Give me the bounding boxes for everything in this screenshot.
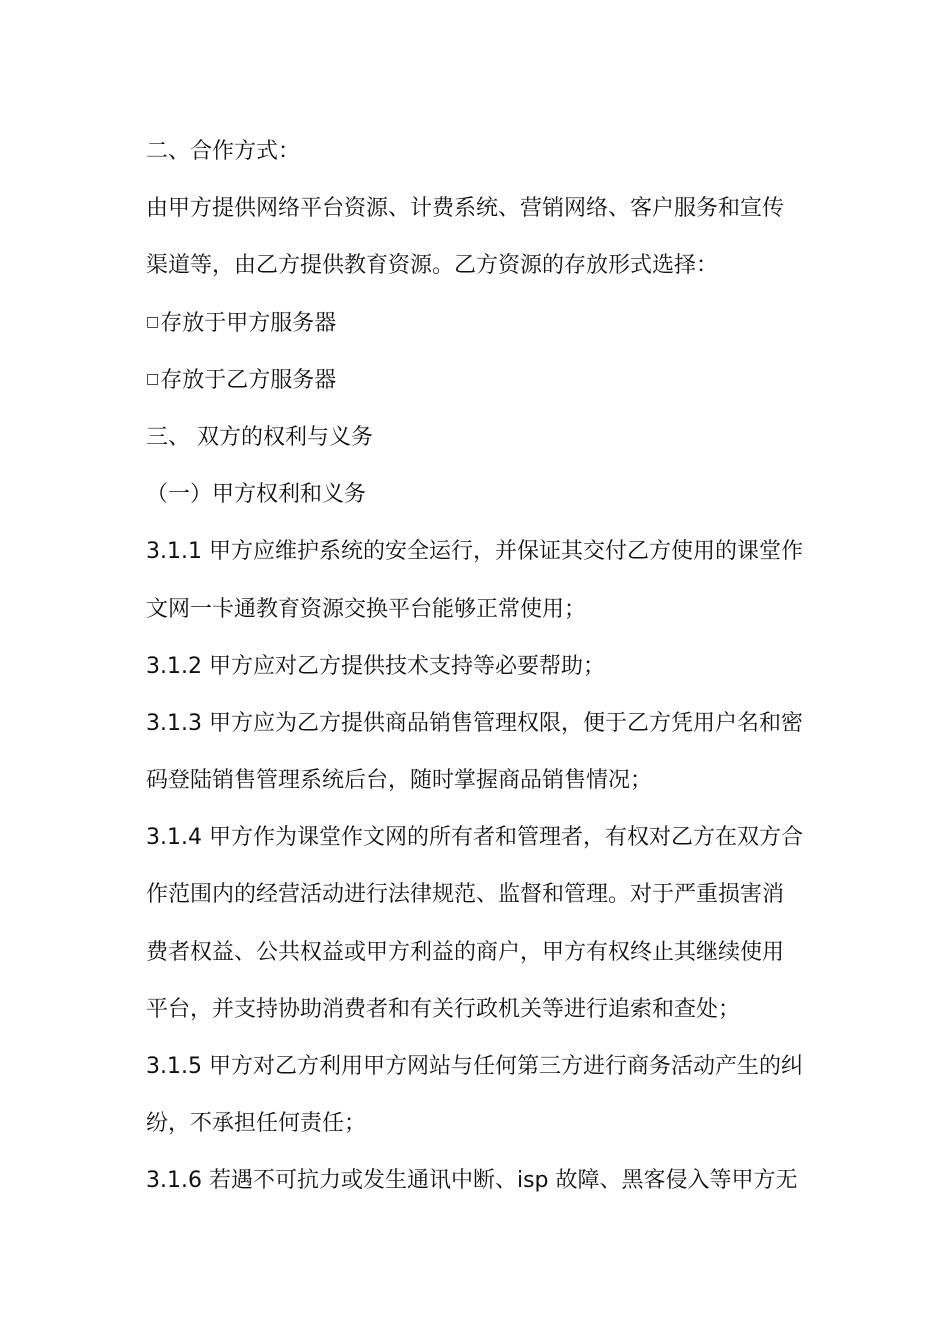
option-server-b — [146, 357, 806, 414]
checkbox-icon: □ — [146, 313, 160, 330]
checkbox-icon: □ — [146, 370, 160, 387]
paragraph-line: 平台，并支持协助消费者和有关行政机关等进行追索和查处； — [146, 996, 741, 1022]
subsection-heading-party-a: （一）甲方权利和义务 — [146, 482, 367, 508]
clause-3-1-3: 3.1.3 甲方应为乙方提供商品销售管理权限，便于乙方凭用户名和密 — [146, 710, 803, 736]
document-body — [146, 128, 806, 1215]
paragraph-line: 文网一卡通教育资源交换平台能够正常使用； — [146, 596, 587, 622]
clause-3-1-5: 3.1.5 甲方对乙方利用甲方网站与任何第三方进行商务活动产生的纠 — [146, 1054, 803, 1079]
paragraph-line: 渠道等，由乙方提供教育资源。乙方资源的存放形式选择： — [146, 253, 719, 279]
section-heading-rights: 三、 双方的权利与义务 — [146, 424, 373, 450]
option-label: 存放于甲方服务器 — [160, 310, 337, 336]
section-heading-cooperation: 二、合作方式： — [146, 139, 301, 164]
paragraph-line: 纷，不承担任何责任； — [146, 1111, 367, 1137]
clause-3-1-4: 3.1.4 甲方作为课堂作文网的所有者和管理者，有权对乙方在双方合 — [146, 825, 803, 851]
clause-3-1-6: 3.1.6 若遇不可抗力或发生通讯中断、isp 故障、黑客侵入等甲方无 — [146, 1168, 798, 1194]
paragraph-line: 作范围内的经营活动进行法律规范、监督和管理。对于严重损害消 — [146, 882, 785, 908]
paragraph-line: 费者权益、公共权益或甲方利益的商户，甲方有权终止其继续使用 — [146, 939, 785, 965]
option-server-a — [146, 300, 806, 357]
clause-3-1-1: 3.1.1 甲方应维护系统的安全运行，并保证其交付乙方使用的课堂作 — [146, 539, 803, 565]
option-label: 存放于乙方服务器 — [160, 367, 337, 393]
clause-3-1-2: 3.1.2 甲方应对乙方提供技术支持等必要帮助； — [146, 653, 605, 679]
paragraph-line: 码登陆销售管理系统后台，随时掌握商品销售情况； — [146, 768, 653, 794]
paragraph-line: 由甲方提供网络平台资源、计费系统、营销网络、客户服务和宣传 — [146, 196, 785, 222]
